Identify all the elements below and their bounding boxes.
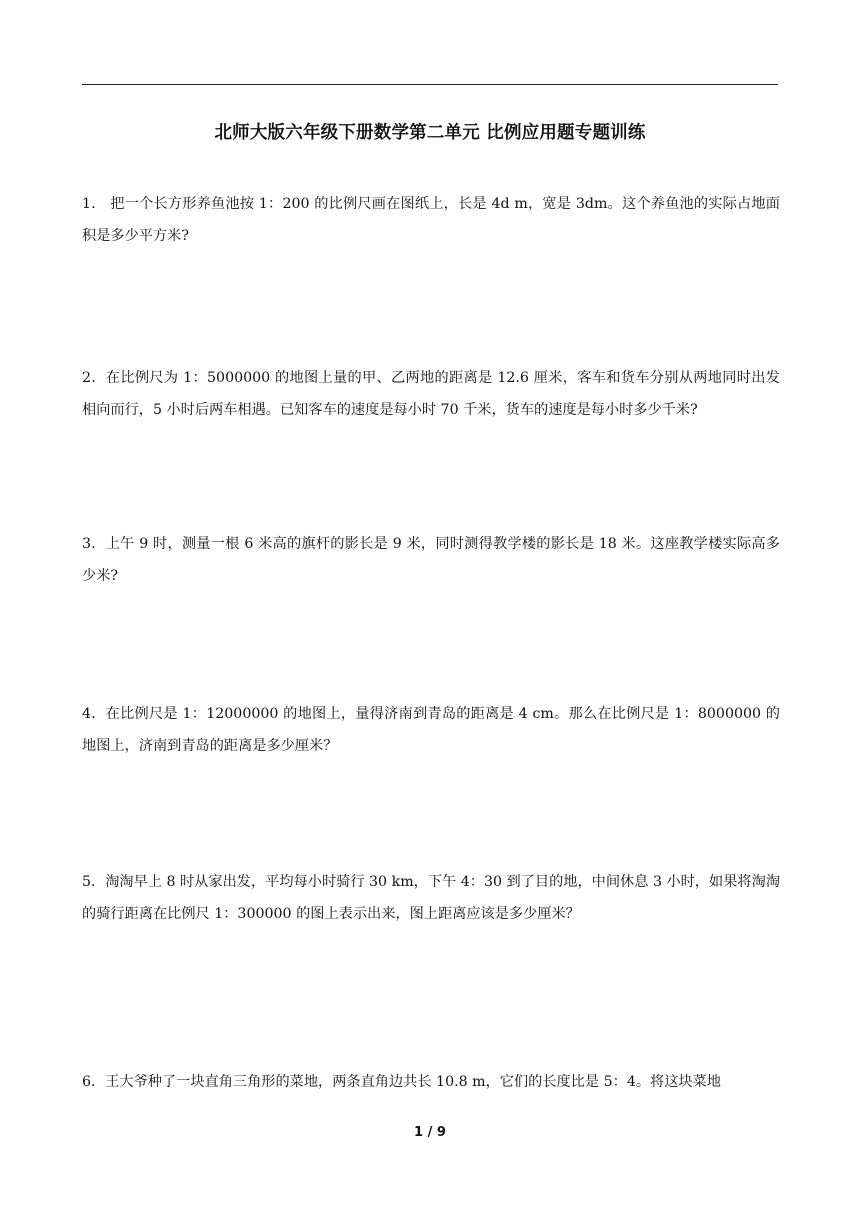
question-3: 3．上午 9 时，测量一根 6 米高的旗杆的影长是 9 米，同时测得教学楼的影长是 18 米。这座教学楼实际高多少米? <box>82 536 780 584</box>
document-title: 北师大版六年级下册数学第二单元 比例应用题专题训练 <box>214 123 646 143</box>
question-2: 2．在比例尺为 1：5000000 的地图上量的甲、乙两地的距离是 12.6 厘米，客车和货车分别从两地同时出发相向而行，5 小时后两车相遇。已知客车的速度是每小时 70 千米，货车的速度是每小时多少千米? <box>82 370 780 418</box>
header-rule <box>82 84 778 85</box>
question-1: 1． 把一个长方形养鱼池按 1：200 的比例尺画在图纸上，长是 4d m，宽是 3dm。这个养鱼池的实际占地面积是多少平方米? <box>82 196 780 244</box>
question-6: 6．王大爷种了一块直角三角形的菜地，两条直角边共长 10.8 m，它们的长度比是 5：4。将这块菜地 <box>82 1074 721 1090</box>
question-4: 4．在比例尺是 1：12000000 的地图上，量得济南到青岛的距离是 4 cm。那么在比例尺是 1：8000000 的地图上，济南到青岛的距离是多少厘米？ <box>82 706 780 754</box>
question-5: 5．淘淘早上 8 时从家出发，平均每小时骑行 30 km，下午 4：30 到了目的地，中间休息 3 小时，如果将淘淘的骑行距离在比例尺 1：300000 的图上表示出来，图上距离应该是多少厘米？ <box>82 874 781 922</box>
page-number: 1 / 9 <box>414 1125 446 1140</box>
